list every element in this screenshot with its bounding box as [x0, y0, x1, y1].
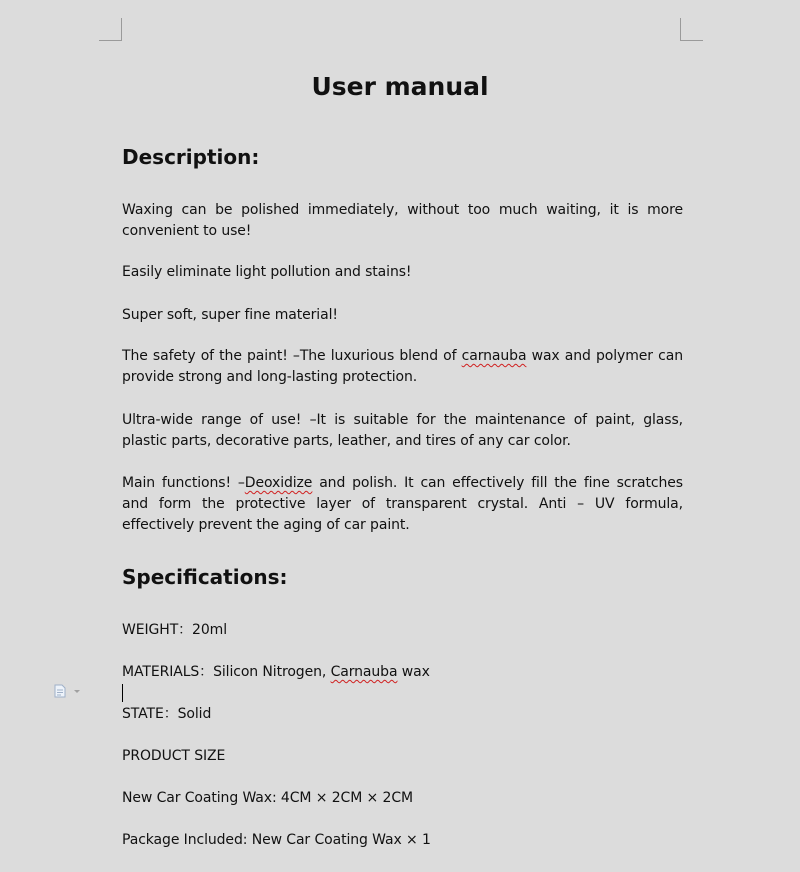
text-run: wax and polymer can provide strong and long-lasting protection. [122, 348, 683, 385]
description-paragraph-2: Easily eliminate light pollution and stains! [122, 264, 412, 280]
text-run: The safety of the paint! –The luxurious blend of [122, 348, 462, 364]
text-run: Main functions! – [122, 475, 245, 491]
specifications-heading: Specifications: [122, 565, 288, 589]
spec-state: STATE：Solid [122, 706, 212, 722]
description-paragraph-1: Waxing can be polished immediately, without too much waiting, it is more convenient to use! [122, 202, 683, 239]
document-options-icon[interactable] [54, 684, 84, 698]
text-run: MATERIALS：Silicon Nitrogen, [122, 664, 331, 680]
spec-weight: WEIGHT：20ml [122, 622, 227, 638]
page-corner-mark-left [99, 18, 122, 41]
description-paragraph-3: Super soft, super fine material! [122, 307, 338, 323]
spec-materials [122, 662, 430, 683]
page-corner-mark-right [680, 18, 703, 41]
text-run: and polish. It can effectively fill the fine scratches and form the protective layer of transparent crystal. Anti – UV formula, effectively prevent the aging of car paint. [122, 475, 683, 533]
document-title: User manual [311, 72, 489, 101]
description-paragraph-6 [122, 473, 683, 536]
description-heading: Description: [122, 145, 260, 169]
spec-coating-wax-size: New Car Coating Wax: 4CM × 2CM × 2CM [122, 790, 413, 806]
spellcheck-flagged-word[interactable]: carnauba [461, 348, 527, 364]
description-paragraph-4 [122, 346, 683, 388]
description-paragraph-5: Ultra-wide range of use! –It is suitable for the maintenance of paint, glass, plastic parts, decorative parts, leather, and tires of any car color. [122, 412, 683, 449]
text-cursor[interactable] [122, 684, 123, 702]
spellcheck-flagged-word[interactable]: Carnauba [330, 664, 398, 680]
spellcheck-flagged-word[interactable]: Deoxidize [244, 475, 313, 491]
spec-package-included: Package Included: New Car Coating Wax × 1 [122, 832, 431, 848]
text-run: wax [397, 664, 430, 680]
spec-product-size: PRODUCT SIZE [122, 748, 226, 764]
